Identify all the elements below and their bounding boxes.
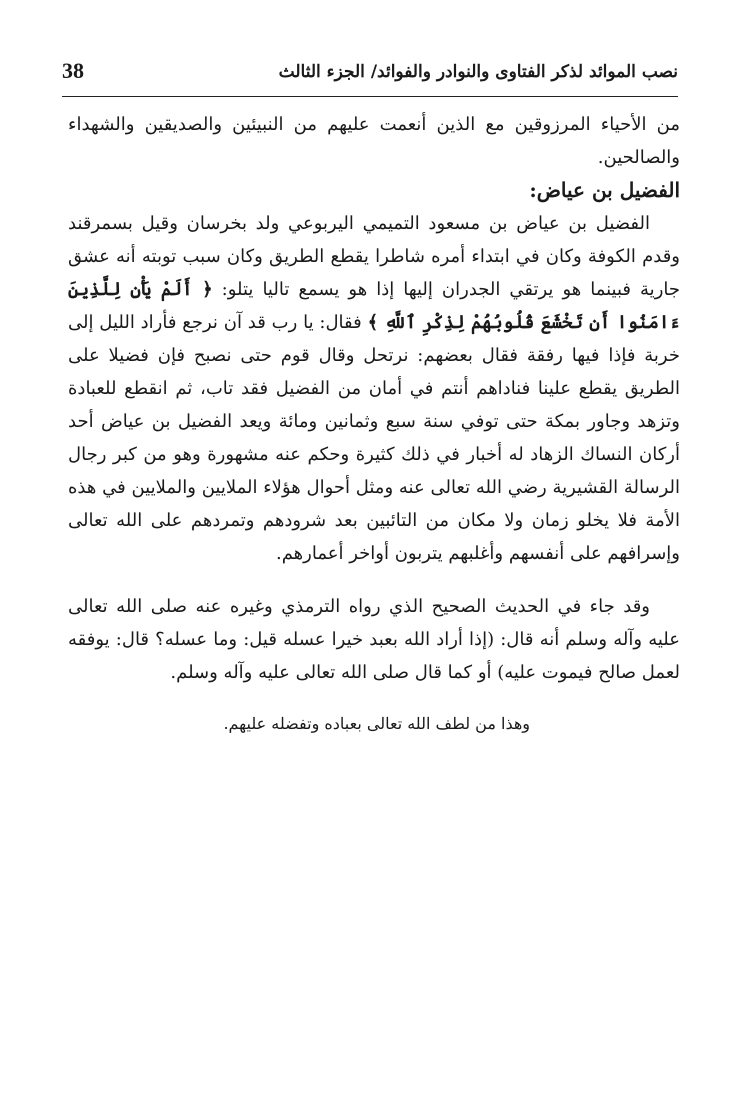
section-heading: الفضيل بن عياض: (529, 178, 680, 202)
quran-verse: ﴿ أَلَمْ يَأْنِ لِلَّذِينَ ءَامَنُوا أَن تَخْشَعَ قُلُوبُهُمْ لِذِكْرِ ٱللَّهِ ﴾ (68, 279, 680, 333)
closing-line: وهذا من لطف الله تعالى بعباده وتفضله عليهم. (223, 714, 530, 733)
page-body (68, 108, 680, 740)
page-header (62, 56, 678, 92)
biography-text-start: الفضيل بن عياض بن مسعود التميمي اليربوعي ولد بخرسان وقيل بسمرقند وقدم الكوفة وكان في ابتداء أمره شاطرا يقطع الطريق وكان سبب توبته أنه عشق جارية فبينما هو يرتقي الجدران إليها إذا هو يسمع تاليا يتلو: (68, 213, 680, 300)
biography-text-end: فقال: يا رب قد آن نرجع فأراد الليل إلى خربة فإذا فيها رفقة فقال بعضهم: نرتحل وقال قوم حتى نصبح فإن فضيلا على الطريق يقطع علينا فناداهم أنتم في أمان من الفضيل فقد تاب، ثم انقطع للعبادة وتزهد وجاور بمكة حتى توفي سنة سبع وثمانين ومائة ويعد الفضيل بن عياض أحد أركان النساك الزهاد له أخبار في ذلك كثيرة وحكم عنه مشهورة وهو من كبر رجال الرسالة القشيرية رضي الله تعالى عنه ومثل أحوال هؤلاء الملايين والملايين في هذه الأمة فلا يخلو زمان ولا مكان من التائبين بعد شرودهم وتمردهم على الله تعالى وإسرافهم على أنفسهم وأغلبهم يتربون أواخر أعمارهم. (68, 312, 680, 564)
running-title: نصب الموائد لذكر الفتاوى والنوادر والفوائد/ الجزء الثالث (278, 62, 678, 82)
header-divider (62, 96, 678, 97)
biography-paragraph (68, 207, 680, 570)
intro-paragraph: من الأحياء المرزوقين مع الذين أنعمت عليهم من النبيئين والصديقين والشهداء والصالحين. (68, 114, 680, 168)
page-number: 38 (62, 58, 84, 83)
hadith-paragraph: وقد جاء في الحديث الصحيح الذي رواه الترمذي وغيره عنه صلى الله تعالى عليه وآله وسلم أنه قال: (إذا أراد الله بعبد خيرا عسله قيل: وما عسله؟ قال: يوفقه لعمل صالح فيموت عليه) أو كما قال صلى الله تعالى عليه وآله وسلم. (68, 596, 680, 683)
